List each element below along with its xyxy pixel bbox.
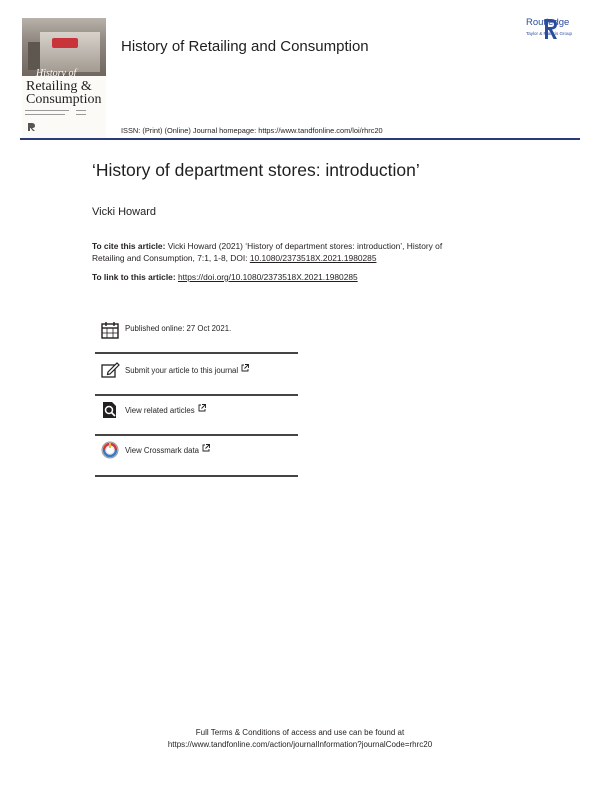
crossmark-icon <box>100 440 120 460</box>
calendar-icon <box>100 320 120 340</box>
link-label: To link to this article: <box>92 272 178 282</box>
footer-journal-link[interactable]: https://www.tandfonline.com/action/journalInformation?journalCode=rhrc20 <box>167 740 433 749</box>
article-title: ‘History of department stores: introduction’ <box>92 160 420 180</box>
published-online-item <box>95 320 298 360</box>
edit-icon <box>100 360 120 380</box>
doi-link[interactable]: 10.1080/2373518X.2021.1980285 <box>249 253 377 263</box>
search-document-icon <box>100 400 120 420</box>
cite-text-line2: Retailing and Consumption, 7:1, 1-8, DOI: <box>92 253 250 263</box>
related-articles-label: View related articles <box>125 406 195 415</box>
publisher-name: Routledge <box>526 17 570 28</box>
cover-store-sign <box>52 38 78 48</box>
article-link[interactable]: https://doi.org/10.1080/2373518X.2021.1980285 <box>177 272 358 282</box>
cover-fine-print <box>76 114 86 115</box>
crossmark-item[interactable] <box>95 440 298 480</box>
cover-fine-print <box>76 110 86 111</box>
cite-label: To cite this article: <box>92 241 166 251</box>
external-link-icon <box>202 444 210 452</box>
article-link-block <box>92 272 358 282</box>
cover-publisher-logo-icon <box>26 122 36 132</box>
list-divider <box>95 475 298 477</box>
issn-label: ISSN: (Print) (Online) Journal homepage: <box>121 126 259 135</box>
submit-article-link[interactable] <box>125 364 249 375</box>
issn-line <box>121 126 383 135</box>
journal-title: History of Retailing and Consumption <box>121 38 369 55</box>
list-divider <box>95 352 298 354</box>
cover-title-line1: History of <box>36 68 77 79</box>
external-link-icon <box>198 404 206 412</box>
footer-terms: Full Terms & Conditions of access and use can be found at <box>195 728 405 737</box>
crossmark-link[interactable] <box>125 444 210 455</box>
cover-title-line2: Retailing & <box>26 79 92 94</box>
crossmark-label: View Crossmark data <box>125 446 199 455</box>
published-online-label: Published online: 27 Oct 2021. <box>125 324 232 333</box>
cite-text-line1: Vicki Howard (2021) ‘History of department stores: introduction’, History of <box>165 241 443 251</box>
citation-block <box>92 240 492 264</box>
list-divider <box>95 434 298 436</box>
list-divider <box>95 394 298 396</box>
publisher-tagline: Taylor & Francis Group <box>526 31 573 36</box>
external-link-icon <box>241 364 249 372</box>
related-articles-link[interactable] <box>125 404 206 415</box>
cover-fine-print <box>25 114 65 115</box>
cover-fine-print <box>25 110 69 111</box>
footer <box>0 727 600 751</box>
cover-title-line3: Consumption <box>26 92 102 107</box>
submit-article-label: Submit your article to this journal <box>125 366 239 375</box>
cover-window <box>28 42 40 70</box>
header-divider <box>20 138 580 140</box>
journal-homepage-link[interactable]: https://www.tandfonline.com/loi/rhrc20 <box>258 126 383 135</box>
journal-cover <box>22 18 106 138</box>
article-author: Vicki Howard <box>92 206 156 218</box>
